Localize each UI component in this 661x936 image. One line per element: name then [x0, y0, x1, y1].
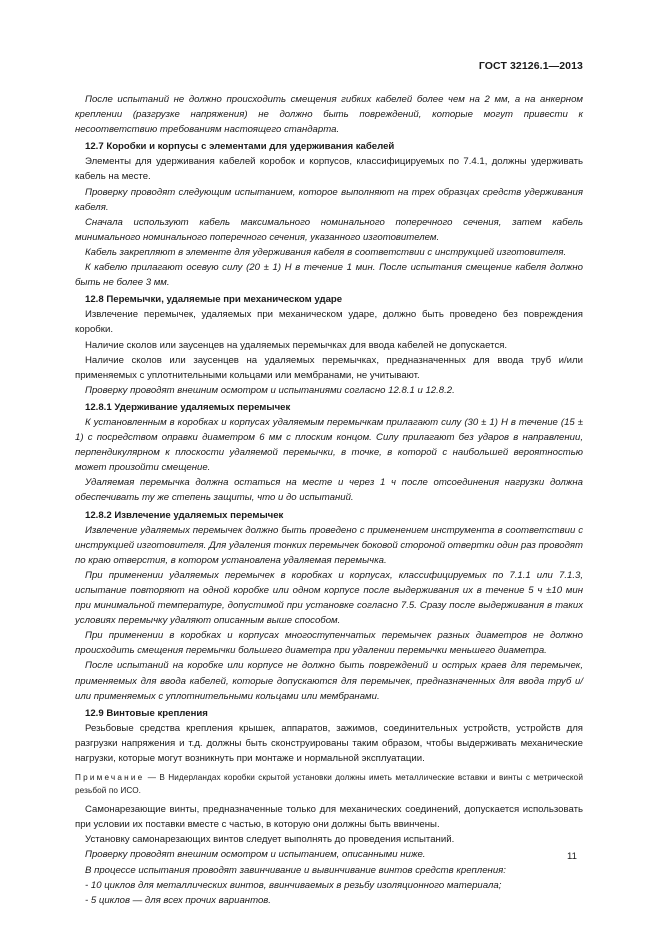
- page-body: [75, 92, 583, 908]
- section-heading: 12.8.1 Удерживание удаляемых перемычек: [85, 401, 291, 413]
- paragraph: Элементы для удерживания кабелей коробок и корпусов, классифицируемых по 7.4.1, должны удерживать кабель на месте.: [75, 156, 583, 183]
- paragraph: После испытаний на коробке или корпусе не должно быть повреждений и острых краев для перемычек, применяемых для ввода кабелей, которые допускаются для перемычек, предназначенных для ввода труб и/или применяемых с уплотнительными кольцами или мембранами.: [75, 660, 583, 702]
- section-heading: 12.8.2 Извлечение удаляемых перемычек: [85, 509, 284, 521]
- paragraph: Извлечение перемычек, удаляемых при механическом ударе, должно быть проведено без повреждения коробки.: [75, 309, 583, 336]
- paragraph: - 10 циклов для металлических винтов, ввинчиваемых в резьбу изоляционного материала;: [85, 879, 502, 891]
- note-text: — В Нидерландах коробки скрытой установки должны иметь металлические вставки и винты с метрической резьбой по ИСО.: [75, 773, 584, 796]
- paragraph: Удаляемая перемычка должна остаться на месте и через 1 ч после отсоединения нагрузки должна обеспечивать ту же степень защиты, что и до испытаний.: [75, 477, 583, 504]
- paragraph: Кабель закрепляют в элементе для удерживания кабеля в соответствии с инструкцией изготовителя.: [85, 246, 567, 258]
- paragraph: Самонарезающие винты, предназначенные только для механических соединений, допускается использовать при условии их поставки вместе с частью, в которую они должны быть ввинчены.: [75, 804, 583, 831]
- paragraph: Наличие сколов или заусенцев на удаляемых перемычках для ввода кабелей не допускается.: [85, 339, 508, 351]
- section-text-block-2: [75, 802, 583, 908]
- paragraph: После испытаний не должно происходить смещения гибких кабелей более чем на 2 мм, а на анкерном креплении (разгрузке напряжения) не должно быть повреждений, которые могут привести к несоответствию требованиям настоящего стандарта.: [75, 94, 583, 136]
- paragraph: Наличие сколов или заусенцев на удаляемых перемычках, предназначенных для ввода труб и/или применяемых с уплотнительными кольцами или мембранами, не учитывают.: [75, 354, 583, 381]
- paragraph: Резьбовые средства крепления крышек, аппаратов, зажимов, соединительных устройств, устройств для разгрузки напряжения и т.д. должны быть сконструированы таким образом, чтобы выдерживать механические нагрузки, которые могут возникнуть при монтаже и нормальной эксплуатации.: [75, 722, 583, 765]
- note: [75, 771, 583, 797]
- note-label: Примечание: [75, 773, 145, 783]
- section-heading: 12.8 Перемычки, удаляемые при механическом ударе: [85, 294, 343, 306]
- paragraph: Проверку проводят следующим испытанием, которое выполняют на трех образцах средств удерживания кабеля.: [75, 186, 583, 213]
- page-number: 11: [567, 851, 577, 862]
- paragraph: В процессе испытания проводят завинчивание и вывинчивание винтов средств крепления:: [85, 864, 506, 876]
- paragraph: К кабелю прилагают осевую силу (20 ± 1) Н в течение 1 мин. После испытания смещение кабеля должно быть не более 3 мм.: [75, 262, 583, 289]
- paragraph: Сначала используют кабель максимального номинального поперечного сечения, затем кабель минимального номинального поперечного сечения, указанного изготовителем.: [75, 216, 583, 243]
- section-heading: 12.9 Винтовые крепления: [85, 707, 208, 719]
- section-text-block-1: [75, 92, 583, 766]
- paragraph: Установку самонарезающих винтов следует выполнять до проведения испытаний.: [85, 834, 455, 846]
- paragraph: При применении удаляемых перемычек в коробках и корпусах, классифицируемых по 7.1.1 или 7.1.3, испытание повторяют на одной коробке или одном корпусе после выдерживания их в течение 5 ч ±10 мин при минимальной температуре, допустимой при установке согласно 7.5. Сразу после выдерживания в таких условиях перемычку удаляют описанным выше способом.: [75, 569, 583, 627]
- paragraph: Проверку проводят внешним осмотром и испытанием, описанными ниже.: [85, 849, 426, 861]
- document-code: ГОСТ 32126.1—2013: [478, 60, 583, 72]
- paragraph: Проверку проводят внешним осмотром и испытаниями согласно 12.8.1 и 12.8.2.: [85, 384, 455, 396]
- paragraph: К установленным в коробках и корпусах удаляемым перемычкам прилагают силу (30 ± 1) Н в течение (15 ± 1) с посредством оправки диаметром 6 мм с плоским концом. Силу прилагают без ударов в направлении, перпендикулярном к плоскости удаляемой перемычки, в точке, в которой с наибольшей вероятностью может произойти смещение.: [75, 416, 583, 474]
- paragraph: Извлечение удаляемых перемычек должно быть проведено с применением инструмента в соответствии с инструкцией изготовителя. Для удаления тонких перемычек боковой стороной отвертки один раз проводят по краю отверстия, в котором установлена удаляемая перемычка.: [75, 524, 583, 566]
- section-heading: 12.7 Коробки и корпусы с элементами для удерживания кабелей: [85, 141, 395, 153]
- paragraph: - 5 циклов — для всех прочих вариантов.: [85, 894, 271, 906]
- paragraph: При применении в коробках и корпусах многоступенчатых перемычек разных диаметров не должно происходить смещения перемычки большего диаметра при удалении перемычки меньшего диаметра.: [75, 630, 583, 657]
